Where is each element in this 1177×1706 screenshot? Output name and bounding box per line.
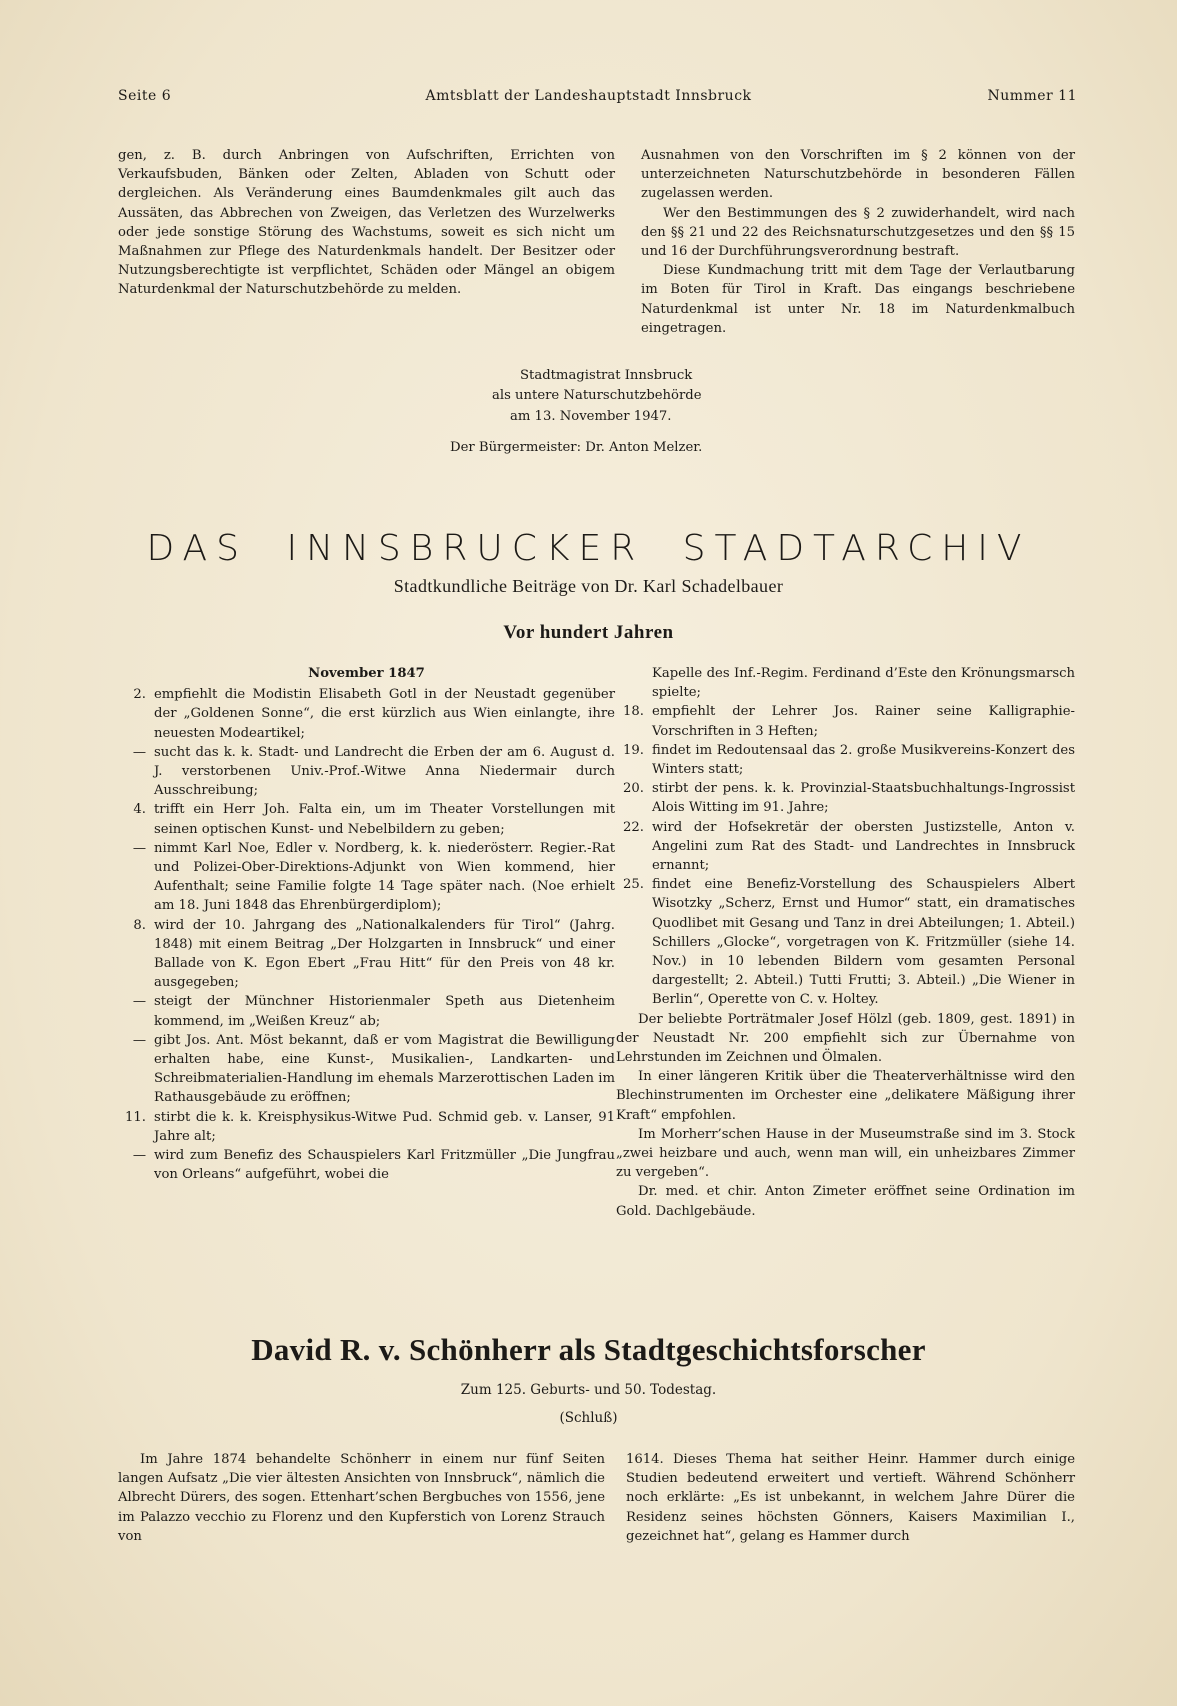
chronicle-entry [118, 1108, 615, 1146]
chronicle-entry [616, 664, 1075, 702]
signature-line: als untere Naturschutzbehörde [492, 388, 702, 403]
chronicle-entry [118, 1031, 615, 1108]
article-paragraph: Im Jahre 1874 behandelte Schönherr in einem nur fünf Seiten langen Aufsatz „Die vier ältesten Ansichten von Innsbruck“, nämlich die Albrecht Dürers, des sogen. Ettenhart’schen Bergbuches von 1556, jene im Palazzo vecchio zu Florenz und den Kupferstich von Lorenz Strauch von [118, 1452, 605, 1544]
signature-line: Stadtmagistrat Innsbruck [520, 368, 693, 383]
chronicle-left-column [118, 664, 615, 1184]
entry-date: 2. [133, 687, 146, 703]
entry-date: 25. [623, 877, 644, 893]
chronicle-entry [118, 916, 615, 993]
entry-date: — [132, 994, 146, 1010]
article-subtitle: Zum 125. Geburts- und 50. Todestag. [460, 1382, 717, 1398]
kundmachung-paragraph: Ausnahmen von den Vorschriften im § 2 können von der unterzeichneten Naturschutzbehörde in besonderen Fällen zugelassen werden. [641, 148, 1075, 202]
kundmachung-left-column [118, 146, 615, 300]
chronicle-entry [118, 685, 615, 743]
entry-text: sucht das k. k. Stadt- und Landrecht die Erben der am 6. August d. J. verstorbenen Univ.-Prof.-Witwe Anna Niedermair durch Ausschreibung; [154, 744, 615, 799]
article-title: David R. v. Schönherr als Stadtgeschichtsforscher [251, 1332, 926, 1367]
entry-text: stirbt die k. k. Kreisphysikus-Witwe Pud. Schmid geb. v. Lanser, 91 Jahre alt; [154, 1109, 615, 1144]
entry-date: 20. [623, 781, 644, 797]
entry-date: — [132, 1032, 146, 1048]
entry-text: trifft ein Herr Joh. Falta ein, um im Theater Vorstellungen mit seinen optischen Kunst- und Nebelbildern zu geben; [154, 802, 615, 837]
article-left-column [118, 1450, 605, 1546]
entry-text: stirbt der pens. k. k. Provinzial-Staatsbuchhaltungs-Ingrossist Alois Witting im 91. Jahre; [652, 781, 1075, 816]
article-right-column [626, 1450, 1075, 1546]
entry-date: — [132, 1148, 146, 1164]
publication-title: Amtsblatt der Landeshauptstadt Innsbruck [425, 88, 752, 104]
chronicle-entry [616, 702, 1075, 740]
chronicle-paragraph: In einer längeren Kritik über die Theaterverhältnisse wird den Blechinstrumenten im Orchester eine „delikatere Mäßigung ihrer Kraft“ empfohlen. [616, 1069, 1075, 1123]
entry-text: findet eine Benefiz-Vorstellung des Schauspielers Albert Wisotzky „Scherz, Ernst und Humor“ statt, ein dramatisches Quodlibet mit Gesang und Tanz in drei Abteilungen; 1. Abteil.) Schillers „Glocke“, vorgetragen von K. Fritzmüller (siehe 14. Nov.) in 10 lebenden Bildern vom gesamten Personal dargestellt; 2. Abteil.) Tutti Frutti; 3. Abteil.) „Die Wiener in Berlin“, Operette von C. v. Holtey. [652, 877, 1075, 1008]
page-number: Seite 6 [118, 88, 172, 104]
entry-date: 8. [133, 917, 146, 933]
article-note: (Schluß) [559, 1410, 618, 1426]
chronicle-right-column [616, 664, 1075, 1221]
entry-text: wird zum Benefiz des Schauspielers Karl Fritzmüller „Die Jungfrau von Orleans“ aufgeführt, wobei die [154, 1148, 615, 1183]
chronicle-entry [118, 992, 615, 1030]
entry-date: — [132, 840, 146, 856]
entry-date: — [132, 744, 146, 760]
issue-number: Nummer 11 [987, 88, 1077, 104]
chronicle-entry [118, 1146, 615, 1184]
section-subtitle: Stadtkundliche Beiträge von Dr. Karl Schadelbauer [393, 576, 784, 596]
column-heading: Vor hundert Jahren [503, 622, 674, 643]
chronicle-paragraph: Dr. med. et chir. Anton Zimeter eröffnet seine Ordination im Gold. Dachlgebäude. [616, 1184, 1075, 1219]
entry-text: wird der Hofsekretär der obersten Justizstelle, Anton v. Angelini zum Rat des Stadt- und Landrechtes in Innsbruck ernannt; [652, 819, 1075, 874]
chronicle-entry [616, 875, 1075, 1009]
entry-date: 22. [623, 819, 644, 835]
entry-text: Kapelle des Inf.-Regim. Ferdinand d’Este den Krönungsmarsch spielte; [652, 666, 1075, 701]
chronicle-entry [616, 779, 1075, 817]
entry-text: findet im Redoutensaal das 2. große Musikvereins-Konzert des Winters statt; [652, 742, 1075, 778]
kundmachung-right-column [641, 146, 1075, 338]
signature-mayor: Der Bürgermeister: Dr. Anton Melzer. [450, 440, 703, 455]
article-paragraph: 1614. Dieses Thema hat seither Heinr. Hammer durch einige Studien bedeutend erweitert und vertieft. Während Schönherr noch erklärte: „Es ist unbekannt, in welchem Jahre Dürer die Residenz seines höchsten Gönners, Kaisers Maximilian I., gezeichnet hat“, gelang es Hammer durch [626, 1452, 1075, 1544]
entry-text: wird der 10. Jahrgang des „Nationalkalenders für Tirol“ (Jahrg. 1848) mit einem Beitrag „Der Holzgarten in Innsbruck“ und einer Ballade von K. Egon Ebert „Frau Hitt“ für den Preis von 48 kr. ausgegeben; [154, 917, 615, 991]
entry-date: 19. [623, 742, 644, 758]
chronicle-entry [616, 741, 1075, 779]
entry-text: nimmt Karl Noe, Edler v. Nordberg, k. k. niederösterr. Regier.-Rat und Polizei-Ober-Direktions-Adjunkt von Wien kommend, hier Aufenthalt; seine Familie folgte 14 Tage später nach. (Noe erhielt am 18. Juni 1848 das Ehrenbürgerdiplom); [154, 840, 615, 914]
kundmachung-paragraph: Wer den Bestimmungen des § 2 zuwiderhandelt, wird nach den §§ 21 und 22 des Reichsnaturschutzgesetzes und den §§ 15 und 16 der Durchführungsverordnung bestraft. [641, 205, 1075, 260]
signature-line: am 13. November 1947. [510, 409, 672, 424]
chronicle-paragraph: Im Morherr’schen Hause in der Museumstraße sind im 3. Stock „zwei heizbare und auch, wenn man will, ein unheizbares Zimmer zu vergeben“. [616, 1126, 1075, 1181]
entry-date: 11. [125, 1109, 146, 1125]
entry-text: steigt der Münchner Historienmaler Speth aus Dietenheim kommend, im „Weißen Kreuz“ ab; [154, 994, 615, 1029]
chronicle-entry [616, 818, 1075, 876]
kundmachung-paragraph: gen, z. B. durch Anbringen von Aufschriften, Errichten von Verkaufsbuden, Bänken oder Zelten, Abladen von Schutt oder dergleichen. Als Veränderung eines Baumdenkmales gilt auch das Aussäten, das Abbrechen von Zweigen, das Verletzen des Wurzelwerks oder jede sonstige Störung des Wachstums, soweit es sich nicht um Maßnahmen zur Pflege des Naturdenkmals handelt. Der Besitzer oder Nutzungsberechtigte ist verpflichtet, Schäden oder Mängel an obigem Naturdenkmal der Naturschutzbehörde zu melden. [118, 148, 615, 298]
chronicle-entry [118, 743, 615, 801]
section-title: DAS INNSBRUCKER STADTARCHIV [146, 528, 1031, 569]
chronicle-entry [118, 839, 615, 916]
kundmachung-paragraph: Diese Kundmachung tritt mit dem Tage der Verlautbarung im Boten für Tirol in Kraft. Das eingangs beschriebene Naturdenkmal ist unter Nr. 18 im Naturdenkmalbuch eingetragen. [641, 263, 1075, 336]
entry-date: 4. [133, 802, 146, 818]
entry-date: 18. [623, 704, 644, 720]
entry-text: gibt Jos. Ant. Möst bekannt, daß er vom Magistrat die Bewilligung erhalten habe, eine Kunst-, Musikalien-, Landkarten- und Schreibmaterialien-Handlung im ehemals Marzerottischen Laden im Rathausgebäude zu eröffnen; [154, 1032, 615, 1106]
entry-text: empfiehlt der Lehrer Jos. Rainer seine Kalligraphie-Vorschriften in 3 Heften; [652, 704, 1075, 739]
chronicle-month: November 1847 [308, 666, 425, 681]
chronicle-paragraph: Der beliebte Porträtmaler Josef Hölzl (geb. 1809, gest. 1891) in der Neustadt Nr. 200 empfiehlt sich zur Übernahme von Lehrstunden im Zeichnen und Ölmalen. [616, 1011, 1075, 1066]
entry-text: empfiehlt die Modistin Elisabeth Gotl in der Neustadt gegenüber der „Goldenen Sonne“, die erst kürzlich aus Wien einlangte, ihre neuesten Modeartikel; [154, 687, 615, 741]
chronicle-entry [118, 800, 615, 838]
entry-date [616, 664, 652, 702]
